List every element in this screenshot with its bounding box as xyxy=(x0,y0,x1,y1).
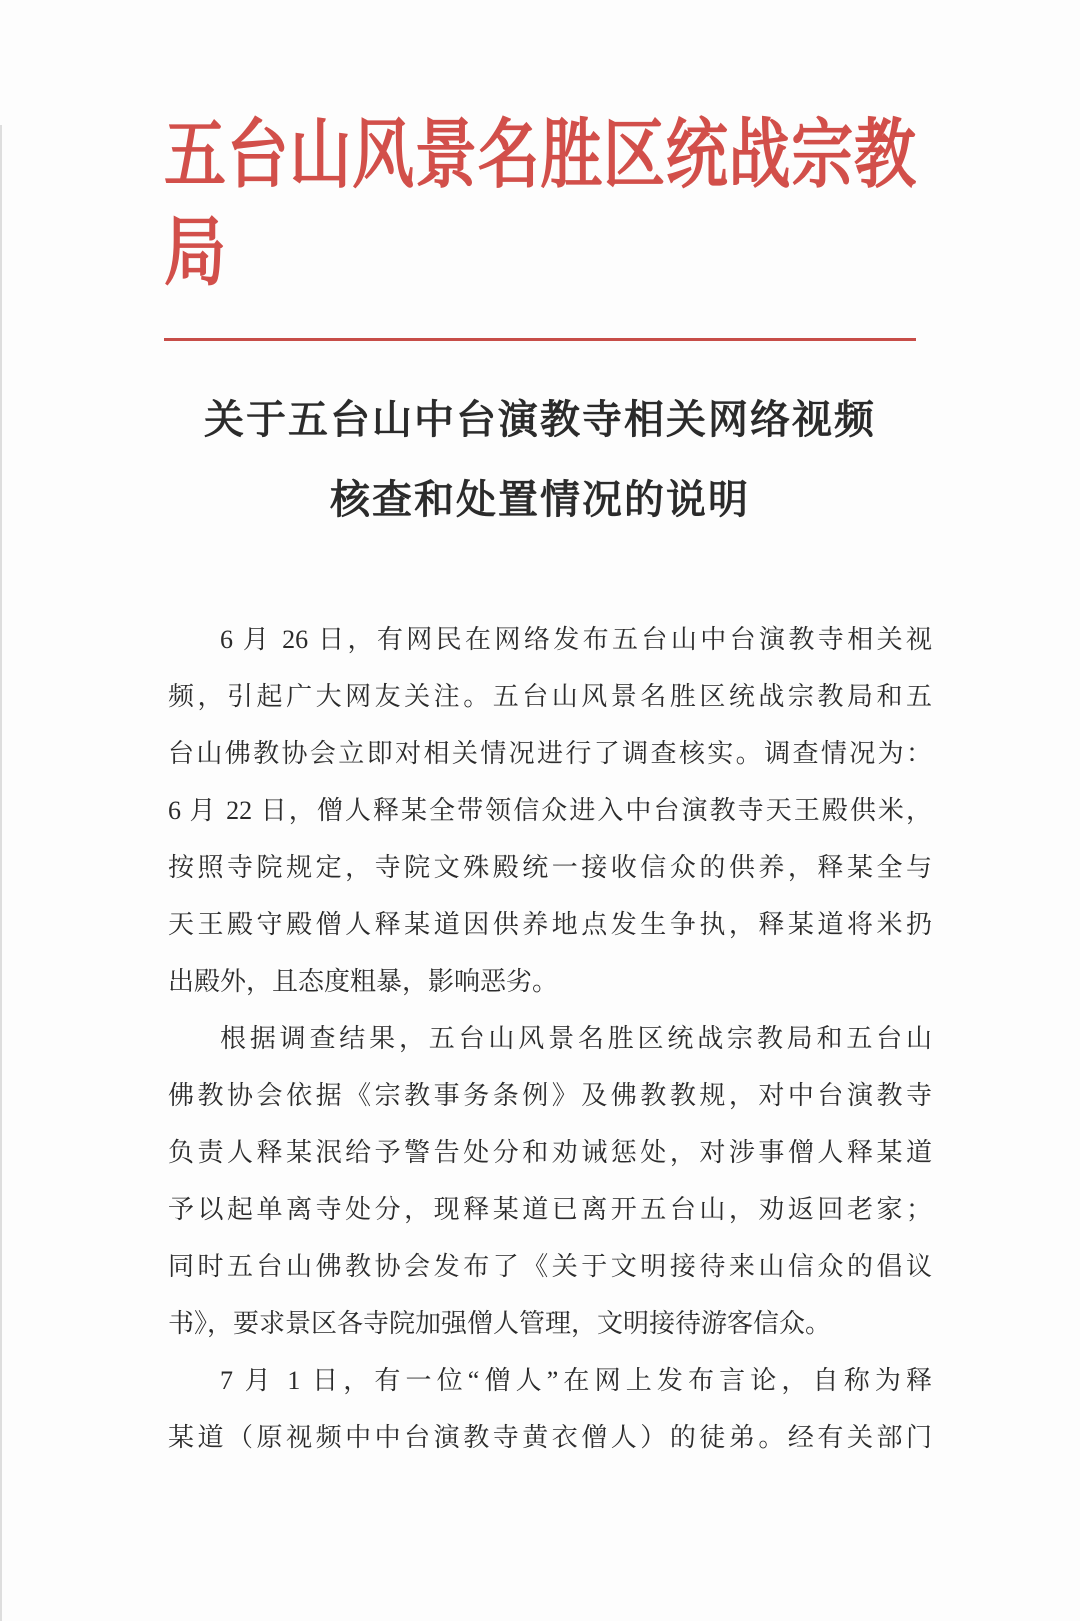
body-paragraph xyxy=(168,1352,932,1466)
body-text-line: 佛教协会依据《宗教事务条例》及佛教教规，对中台演教寺 xyxy=(168,1081,932,1110)
body-paragraph xyxy=(168,1010,932,1352)
body-text-line: 7 月 1 日，有一位“僧人”在网上发布言论，自称为释 xyxy=(220,1366,932,1395)
body-paragraph xyxy=(168,611,932,1010)
letterhead-agency-title: 五台山风景名胜区统战宗教局 xyxy=(164,114,916,296)
body-text-line: 同时五台山佛教协会发布了《关于文明接待来山信众的倡议 xyxy=(168,1252,932,1281)
letterhead-divider-rule xyxy=(164,338,916,341)
document-body xyxy=(168,611,932,1466)
body-text-line: 某道（原视频中中台演教寺黄衣僧人）的徒弟。经有关部门 xyxy=(168,1423,932,1452)
body-text-line: 根据调查结果，五台山风景名胜区统战宗教局和五台山 xyxy=(220,1024,932,1053)
scanned-document-page xyxy=(0,114,1080,1621)
body-text-line: 台山佛教协会立即对相关情况进行了调查核实。调查情况为： xyxy=(168,739,932,768)
document-title xyxy=(0,398,1080,522)
body-text-line: 书》，要求景区各寺院加强僧人管理，文明接待游客信众。 xyxy=(168,1309,832,1338)
body-text-line: 6 月 22 日，僧人释某全带领信众进入中台演教寺天王殿供米， xyxy=(168,796,932,825)
document-title-line-2: 核查和处置情况的说明 xyxy=(330,477,750,522)
body-text-line: 天王殿守殿僧人释某道因供养地点发生争执，释某道将米扔 xyxy=(168,910,932,939)
body-text-line: 按照寺院规定，寺院文殊殿统一接收信众的供养，释某全与 xyxy=(168,853,932,882)
scan-edge-artifact xyxy=(0,125,2,1621)
body-text-line: 负责人释某泯给予警告处分和劝诫惩处，对涉事僧人释某道 xyxy=(168,1138,932,1167)
body-text-line: 予以起单离寺处分，现释某道已离开五台山，劝返回老家； xyxy=(168,1195,932,1224)
body-text-line: 6 月 26 日，有网民在网络发布五台山中台演教寺相关视 xyxy=(220,625,932,654)
body-text-line: 频，引起广大网友关注。五台山风景名胜区统战宗教局和五 xyxy=(168,682,932,711)
document-title-line-1: 关于五台山中台演教寺相关网络视频 xyxy=(204,397,876,442)
body-text-line: 出殿外，且态度粗暴，影响恶劣。 xyxy=(168,967,559,996)
